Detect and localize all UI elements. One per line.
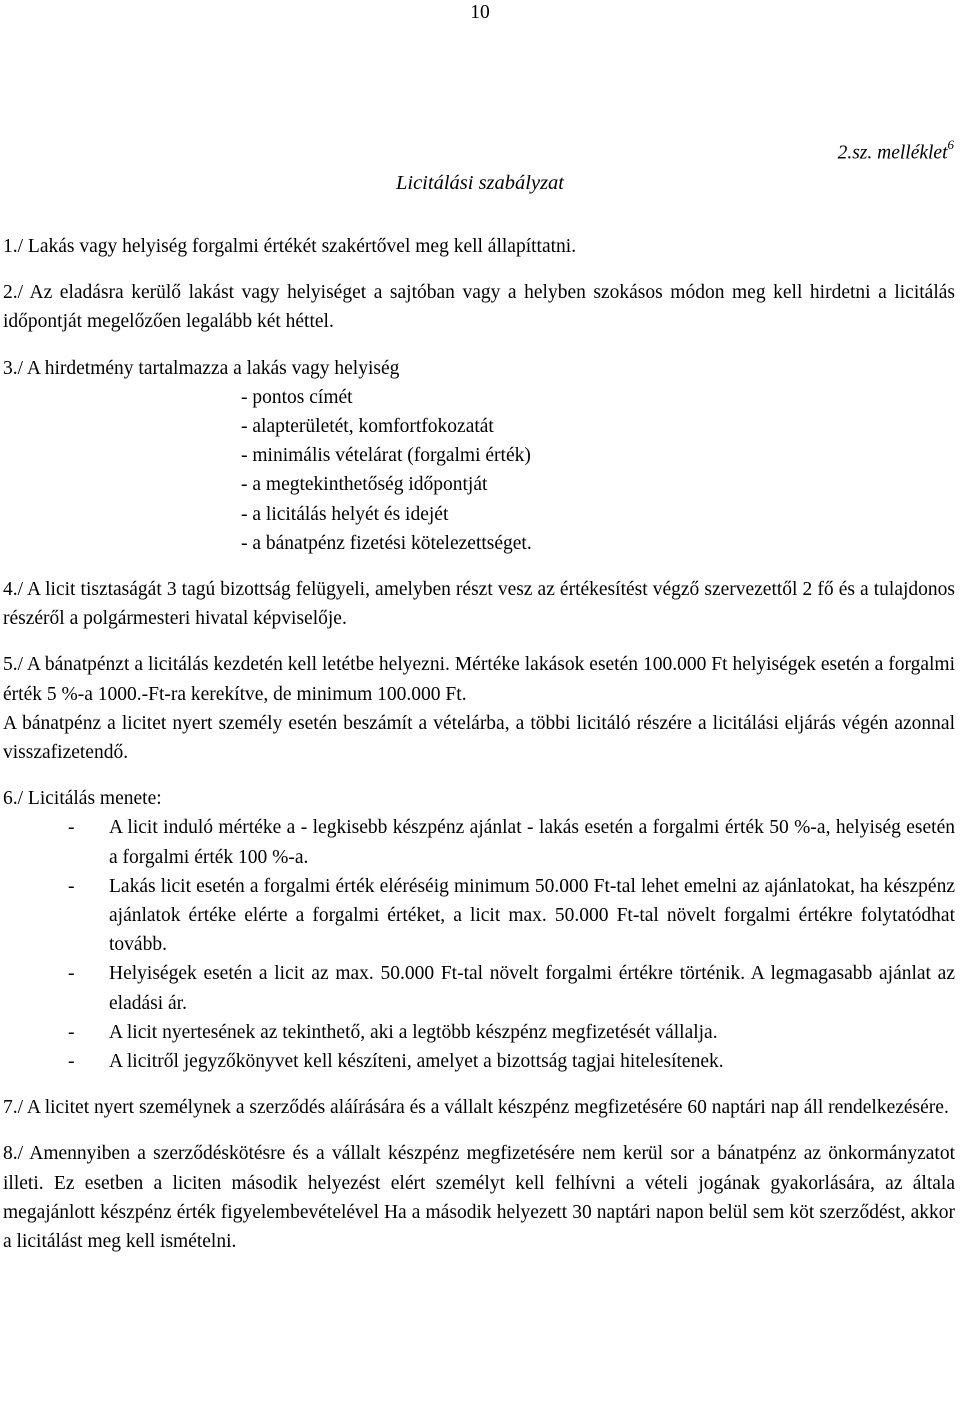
section-3-item: - minimális vételárat (forgalmi érték)	[241, 445, 531, 467]
document-title: Licitálási szabályzat	[395, 172, 564, 194]
section-8: 8./ Amennyiben a szerződéskötésre és a vállalt készpénz megfizetésére nem kerül sor a bánatpénz az önkormányzatot illeti. Ez esetben a liciten második helyezést elért személyt kell felhívni a vételi jogának gyakorlására, az általa megajánlott készpénz érték figyelembevételével Ha a második helyezett 30 naptári napon belül sem köt szerződést, akkor a licitálást meg kell ismételni.	[3, 1143, 955, 1253]
attachment-label	[838, 139, 954, 165]
section-6-intro: 6./ Licitálás menete:	[3, 788, 162, 810]
document-body	[3, 232, 955, 1256]
section-7: 7./ A licitet nyert személynek a szerződés aláírására és a vállalt készpénz megfizetésére 60 naptári nap áll rendelkezésére.	[3, 1097, 949, 1119]
section-1: 1./ Lakás vagy helyiség forgalmi értékét szakértővel meg kell állapíttatni.	[3, 236, 577, 257]
footnote-marker: 6	[947, 137, 954, 152]
section-5-deposit: 5./ A bánatpénzt a licitálás kezdetén kell letétbe helyezni. Mértéke lakások esetén 100.000 Ft helyiségek esetén a forgalmi érték 5 %-a 1000.-Ft-ra kerekítve, de minimum 100.000 Ft.	[3, 654, 955, 705]
section-2: 2./ Az eladásra kerülő lakást vagy helyiséget a sajtóban vagy a helyben szokásos módon meg kell hirdetni a licitálás időpontját megelőzően legalább két héttel.	[3, 282, 955, 333]
section-3-item: - a megtekinthetőség időpontját	[241, 474, 488, 496]
section-5-refund: A bánatpénz a licitet nyert személy esetén beszámít a vételárba, a többi licitáló részére a licitálási eljárás végén azonnal visszafizetendő.	[3, 712, 955, 764]
section-6-list	[3, 813, 955, 1076]
list-item-text: A licit nyertesének az tekinthető, aki a legtöbb készpénz megfizetését vállalja.	[109, 1021, 718, 1043]
dash-marker: -	[68, 963, 75, 985]
list-item	[3, 813, 955, 871]
section-3-item: - pontos címét	[241, 386, 353, 408]
list-item	[3, 959, 955, 1017]
list-item-text: Lakás licit esetén a forgalmi érték eléréséig minimum 50.000 Ft-tal lehet emelni az ajánlatokat, ha készpénz ajánlatok értéke elérte a forgalmi értéket, a licit max. 50.000 Ft-tal növelt forgalmi értékre folytatódhat tovább.	[109, 875, 955, 956]
page-number: 10	[470, 2, 490, 23]
dash-marker: -	[68, 1051, 75, 1073]
section-3-item: - a bánatpénz fizetési kötelezettséget.	[241, 532, 532, 554]
list-item	[3, 1018, 955, 1047]
section-4: 4./ A licit tisztaságát 3 tagú bizottság felügyeli, amelyben részt vesz az értékesítést végző szervezettől 2 fő és a tulajdonos részéről a polgármesteri hivatal képviselője.	[3, 579, 955, 630]
section-3-intro: 3./ A hirdetmény tartalmazza a lakás vagy helyiség	[3, 357, 400, 379]
list-item	[3, 1047, 955, 1076]
section-3-item: - a licitálás helyét és idejét	[241, 503, 449, 525]
dash-marker: -	[68, 1021, 75, 1043]
dash-marker: -	[68, 817, 75, 839]
list-item-text: A licitről jegyzőkönyvet kell készíteni, amelyet a bizottság tagjai hitelesítenek.	[109, 1051, 724, 1073]
list-item-text: Helyiségek esetén a licit az max. 50.000 Ft-tal növelt forgalmi értékre történik. A legmagasabb ajánlat az eladási ár.	[109, 963, 955, 1014]
dash-marker: -	[68, 875, 75, 897]
attachment-text: 2.sz. melléklet	[837, 142, 948, 164]
list-item-text: A licit induló mértéke a - legkisebb készpénz ajánlat - lakás esetén a forgalmi érték 50 %-a, helyiség esetén a forgalmi érték 100 %-a.	[109, 817, 955, 868]
section-3-item: - alapterületét, komfortfokozatát	[241, 416, 494, 438]
list-item	[3, 872, 955, 960]
